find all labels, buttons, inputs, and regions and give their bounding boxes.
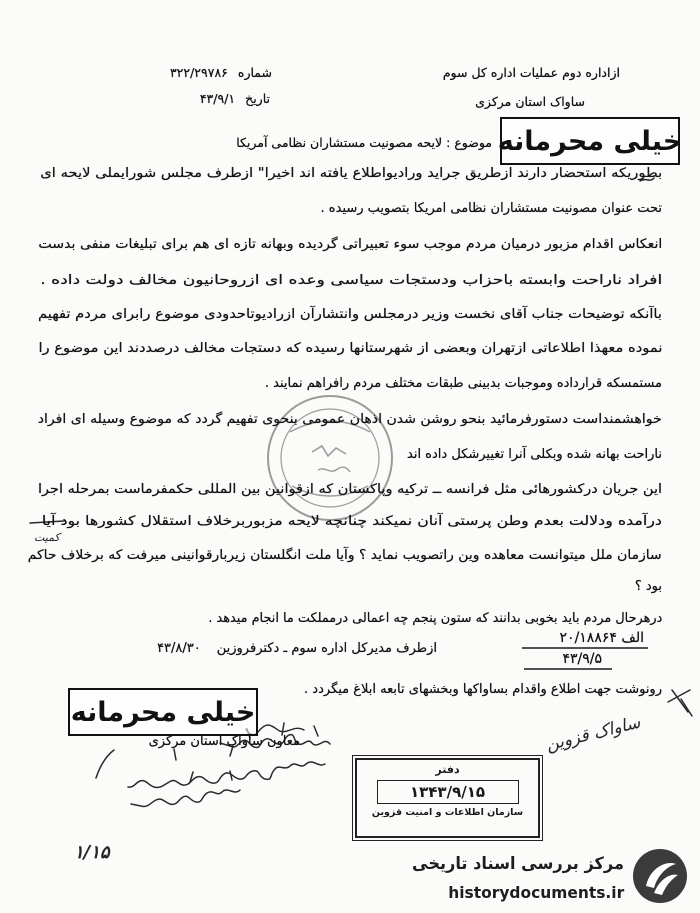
handwritten-margin-note: کمیت [34,531,60,544]
body-line: ناراحت بهانه شده وبکلی آنرا تغییرشکل داده اند [407,447,662,462]
from-office: ازاداره دوم عملیات اداره کل سوم [442,65,620,80]
body-line: تحت عنوان مصونیت مستشاران نظامی امریکا بتصویب رسیده . [320,201,662,216]
classification-stamp-bottom: خیلی محرمانه [68,688,258,736]
to-office: ساواک استان مرکزی [475,94,585,109]
reference-number [170,64,272,82]
body-line: انعکاس اقدام مزبور درمیان مردم موجب سوء تعبیراتی گردیده وبهانه تازه ای هم برای تبلیغات منفی بدست [38,237,662,252]
body-line: مستمسکه قرارداده وموجبات بدبینی طبقات مختلف مردم رافراهم نمایند . [264,376,662,391]
body-line: خواهشمنداست دستورفرمائید بنحو روشن شدن اذهان عمومی بنحوی تفهیم گردد که موضوع وسیله ای افراد [38,412,662,427]
document-date [200,90,270,108]
body-line: این جریان درکشورهائی مثل فرانسه ــ ترکیه وپاکستان که ازقوانین بین المللی حکمفرماست بمرحله اجرا [38,482,662,497]
body-line: نموده معهذا اطلاعاتی ازتهران وبعضی از شهرستانها رسیده که دستجات مخالف درصددند این موضوع را [38,341,662,356]
registration-date: ۴۳/۹/۵ [562,651,602,667]
signature-line [157,640,437,658]
page-mark: ۱/۱۵ [74,842,110,863]
document-date-label: تاریخ [245,91,270,106]
body-line: سازمان ملل میتوانست معاهده وین راتصویب نماید ؟ وآیا ملت انگلستان زیربارقوانینی میرفت که برخلاف حاکم [28,548,662,563]
office-stamp-title: دفتر [435,763,460,776]
reference-number-label: شماره [237,65,272,80]
classification-stamp-top: خیلی محرمانه [500,117,680,165]
handwritten-city-note: ساواک قزوین [544,712,643,756]
subject-line: موضوع : لایحه مصونیت مستشاران نظامی آمریکا [236,135,492,150]
copy-note: رونوشت جهت اطلاع واقدام بساواکها وبخشهای تابعه ابلاغ میگردد . [304,682,662,697]
registration-number: الف ۲۰/۱۸۸۶۴ [559,630,644,646]
body-line: درهرحال مردم باید بخوبی بدانند که ستون پنجم چه اعمالی درمملکت ما انجام میدهد . [208,611,662,626]
body-line: درآمده ودلالت بعدم وطن پرستی آنان نمیکند چنانچه لایحه مزبوربرخلاف استقلال کشورها بود آیا [42,514,662,529]
watermark-title: مرکز بررسی اسناد تاریخی [412,854,624,874]
reference-number-value: ۳۲۲/۲۹۷۸۶ [169,65,228,80]
history-documents-logo-icon [632,848,688,904]
signature-date: ۴۳/۸/۳۰ [157,641,201,656]
office-stamp-org: سازمان اطلاعات و امنیت قزوین [371,807,524,818]
deputy-title: معاون ساواک استان مرکزی [148,734,300,749]
body-line: باآنکه توضیحات جناب آقای نخست وزیر درمجلس وانتشارآن ازرادیوتاحدودی موضوع رابرای مردم تفهیم [38,307,662,322]
body-line: افراد ناراحت وابسته باحزاب ودستجات سیاسی وعده ای ازروحانیون مخالف دولت داده . [40,273,662,288]
office-stamp-date: ۱۳۴۳/۹/۱۵ [377,780,519,804]
body-line: بود ؟ [634,579,662,594]
office-receipt-stamp [355,758,540,838]
watermark-site: historydocuments.ir [448,883,624,902]
document-date-value: ۴۳/۹/۱ [199,91,236,106]
signature-from: ازطرف مدیرکل اداره سوم ـ دکترفروزین [216,641,437,656]
body-line: بطوریکه استحضار دارند ازطریق جراید ورادیواطلاع یافته اند اخیرا" ازطرف مجلس شورایملی لایحه ای [40,166,662,181]
